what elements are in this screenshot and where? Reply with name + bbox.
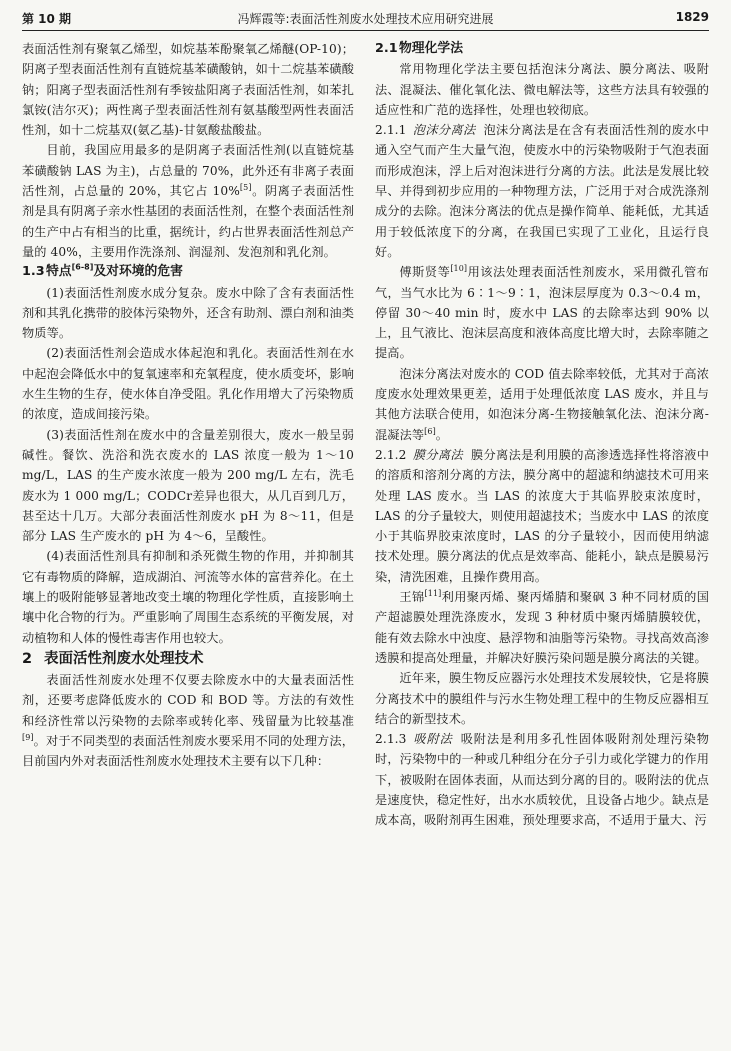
subsection-title: 膜分离法 [412,447,463,462]
paragraph-fu-study: 傅斯贤等[10]用该法处理表面活性剂废水，采用微孔管布气，当气水比为 6∶1～9∶1，泡沫层厚度为 0.3～0.4 m，停留 30～40 min 时，废水中 LAS 的去除率达到 90% 以上，且气液比、泡沫层高度和液体高度比增大时，去除率随之提高。 [375,264,709,361]
section-heading-2-1: 2.1物理化学法 [375,41,463,56]
right-column [375,39,709,1045]
paragraph-china-usage: 目前，我国应用最多的是阴离子表面活性剂(以直链烷基苯磺酸钠 LAS 为主)，占总量的 70%，此外还有非离子表面活性剂，占总量的 20%，其它占 10%[5]。阴离子表面活性剂是具有阴离子亲水性基团的表面活性剂，在整个表面活性剂的生产中占有相当的比重，据统计，约占世界表面活性剂总产量的 40%，主要用作洗涤剂、润湿剂、发泡剂和乳化剂。 [22,143,354,259]
citation: [10] [450,264,468,274]
paragraph-physchem-methods: 常用物理化学法主要包括泡沫分离法、膜分离法、吸附法、混凝法、催化氧化法、微电解法等，这些方法具有较强的适应性和广范的选择性，处理也较彻底。 [375,62,709,117]
running-title: 冯辉霞等:表面活性剂废水处理技术应用研究进展 [237,12,494,26]
subsection-title: 吸附法 [412,732,453,747]
list-item: (2)表面活性剂会造成水体起泡和乳化。表面活性剂在水中起泡会降低水中的复氧速率和充氧程度，使水质变坏，影响水生生物的生存，使水体自净受阻。乳化作用增大了污染物质的浓度，造成间接污染。 [22,346,354,422]
left-column [22,39,354,1045]
section-heading-1-3: 1.3特点[6-8]及对环境的危害 [22,263,183,280]
subsection-number: 2.1.1 [375,123,407,138]
paragraph-surfactant-types: 表面活性剂有聚氧乙烯型，如烷基苯酚聚氧乙烯醚(OP-10)；阴离子型表面活性剂有直链烷基苯磺酸钠，如十二烷基苯磺酸钠；阳离子型表面活性剂有季铵盐阳离子表面活性剂，如苯扎氯铵(洁尔灭)；两性离子型表面活性剂有氨基酸型两性表面活性剂，如十二烷基双(氨乙基)-甘氨酸盐酸盐。 [22,42,354,138]
paragraph-foam-separation: 2.1.1 泡沫分离法 泡沫分离法是在含有表面活性剂的废水中通入空气而产生大量气泡，使废水中的污染物吸附于气泡表面而形成泡沫，浮上后对泡沫进行分离的方法。此法是发展比较早、并得到初步应用的一种物理方法，广泛用于对合成洗涤剂成分的去除。泡沫分离法的优点是操作简单、能耗低，尤其适用于较低浓度下的分离，在我国已实现了工业化，且运行良好。 [375,120,709,262]
running-header [22,6,709,31]
subsection-number: 2.1.3 [375,732,407,747]
citation: [6] [424,426,436,436]
citation: [6-8] [71,263,94,272]
paragraph-foam-limits: 泡沫分离法对废水的 COD 值去除率较低，尤其对于高浓度废水处理效果更差，适用于处理低浓度 LAS 废水，并且与其他方法联合使用，如泡沫分离-生物接触氧化法、泡沫分离-混凝法等[6]。 [375,366,709,442]
subsection-title: 泡沫分离法 [412,123,476,138]
paragraph-membrane-separation: 2.1.2 膜分离法 膜分离法是利用膜的高渗透选择性将溶液中的溶质和溶剂分离的方法，膜分离中的超滤和纳滤技术可用来处理 LAS 废水。当 LAS 的浓度大于其临界胶束浓度时，LAS 的分子量较大，则使用超滤技术；当废水中 LAS 的浓度小于其临界胶束浓度时，LAS 的分子量较小，因而使用纳滤技术处理。膜分离法的优点是效率高、能耗小，缺点是膜易污染，清洗困难，且操作费用高。 [375,445,709,587]
citation: [9] [22,732,34,742]
subsection-number: 2.1.2 [375,447,407,462]
section-heading-2: 2 表面活性剂废水处理技术 [22,650,204,667]
list-item: (4)表面活性剂具有抑制和杀死微生物的作用，并抑制其它有毒物质的降解，造成湖泊、河流等水体的富营养化。在土壤上的吸附能够显著地改变土壤的物理化学性质，直接影响土壤中化合物的行为。严重影响了周围生态系统的平衡发展，对动植物和人体的慢性毒害作用也较大。 [22,549,354,645]
paragraph-wang-study: 王锦[11]利用聚丙烯、聚丙烯腈和聚砜 3 种不同材质的国产超滤膜处理洗涤废水，发现 3 种材质中聚丙烯腈膜较优，能有效去除水中浊度、悬浮物和油脂等污染物。寻找高效高渗透膜和提高处理量，并解决好膜污染问题是膜分离法的关键。 [375,588,709,665]
page-number: 1829 [675,10,709,24]
citation: [5] [239,183,252,193]
issue-number: 第 10 期 [22,12,72,26]
paragraph-mbr: 近年来，膜生物反应器污水处理技术发展较快，它是将膜分离技术中的膜组件与污水生物处理工程中的生物反应器相互结合的新型技术。 [375,671,709,726]
paragraph-treatment-intro: 表面活性剂废水处理不仅要去除废水中的大量表面活性剂，还要考虑降低废水的 COD 和 BOD 等。方法的有效性和经济性常以污染物的去除率或转化率、残留量为比较基准[9]。对于不同类型的表面活性剂废水要采用不同的处理方法，目前国内外对表面活性剂废水处理技术主要有以下几种： [22,672,354,769]
paragraph-adsorption: 2.1.3 吸附法 吸附法是利用多孔性固体吸附剂处理污染物时，污染物中的一种或几种组分在分子引力或化学键力的作用下，被吸附在固体表面，从而达到分离的目的。吸附法的优点是速度快，稳定性好，出水水质较优，且设备占地少。缺点是成本高，吸附剂再生困难，预处理要求高，不适用于量大、污 [375,729,709,830]
list-item: (1)表面活性剂废水成分复杂。废水中除了含有表面活性剂和其乳化携带的胶体污染物外，还含有助剂、漂白剂和油类物质等。 [22,285,354,341]
list-item: (3)表面活性剂在废水中的含量差别很大，废水一般呈弱碱性。餐饮、洗浴和洗衣废水的 LAS 浓度一般为 1～10 mg/L，LAS 的生产废水浓度一般为 200 mg/L 左右，洗毛废水为 1 000 mg/L；CODCr差异也很大，从几百到几万，甚至达十几万。大部分表面活性剂废水 pH 为 8～11，但是部分 LAS 生产废水的 pH 为 4～6，呈酸性。 [22,427,354,544]
citation: [11] [424,588,442,598]
